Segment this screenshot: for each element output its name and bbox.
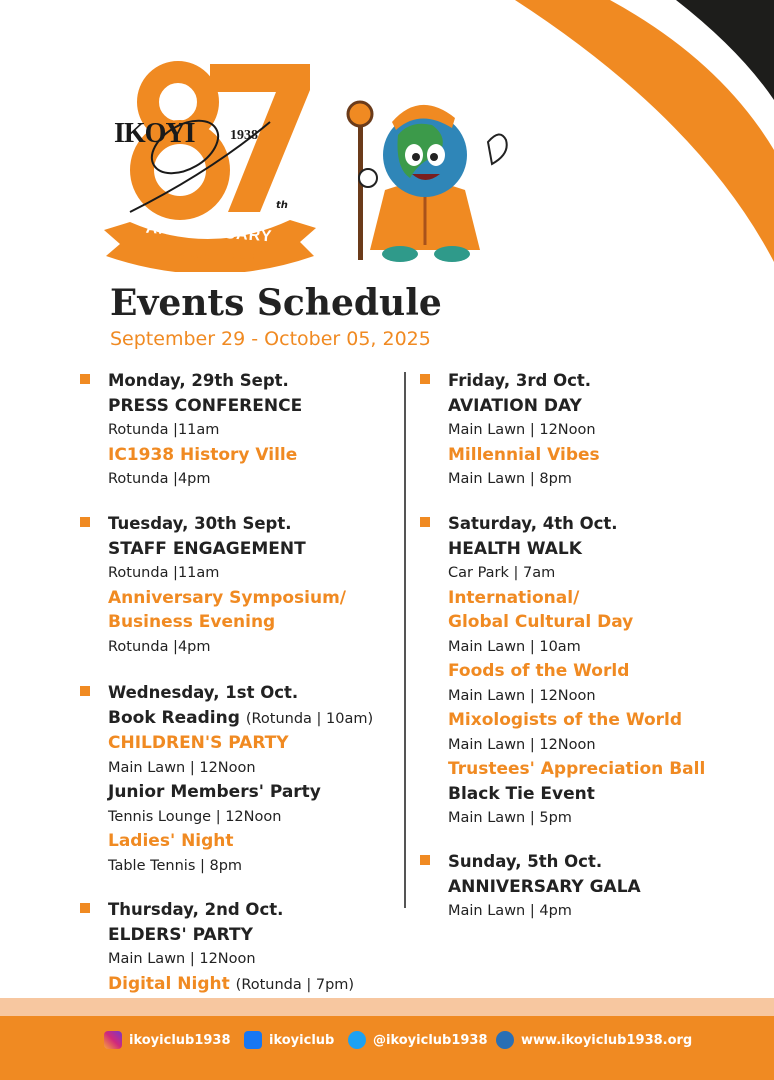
day-heading: Monday, 29th Sept. — [108, 371, 289, 390]
event-name-text: Digital Night — [108, 973, 230, 994]
globe-icon — [496, 1031, 514, 1049]
social-website[interactable] — [496, 1030, 692, 1050]
event-location: Tennis Lounge | 12Noon — [108, 808, 282, 825]
facebook-handle: ikoyiclub — [269, 1032, 335, 1048]
day-block-monday — [108, 369, 302, 492]
day-heading: Friday, 3rd Oct. — [448, 371, 592, 390]
event-name: Junior Members' Party — [108, 782, 321, 802]
event-name: Millennial Vibes — [448, 444, 600, 465]
event-name — [108, 706, 373, 732]
logo-year: 1938 — [230, 128, 258, 143]
page-title: Events Schedule — [110, 282, 442, 324]
event-name: International/ — [448, 587, 580, 608]
event-location: Main Lawn | 12Noon — [448, 736, 596, 753]
event-name: IC1938 History Ville — [108, 444, 298, 465]
globe-mascot — [340, 80, 520, 270]
social-facebook[interactable] — [244, 1030, 334, 1050]
event-inline-location: (Rotunda | 10am) — [245, 710, 374, 727]
bullet-marker — [80, 903, 90, 913]
logo-ribbon-text: ANNIVERSARY — [145, 219, 273, 246]
event-location: Main Lawn | 4pm — [448, 903, 572, 919]
bullet-marker — [80, 686, 90, 696]
event-name-text: Book Reading — [108, 707, 240, 728]
event-inline-location: (Rotunda | 7pm) — [235, 976, 355, 993]
event-location: Rotunda |11am — [108, 565, 220, 581]
event-location: Main Lawn | 12Noon — [448, 422, 596, 438]
day-heading: Saturday, 4th Oct. — [448, 514, 618, 533]
day-heading: Wednesday, 1st Oct. — [108, 683, 299, 702]
facebook-icon — [244, 1031, 262, 1049]
event-name: Mixologists of the World — [448, 710, 683, 730]
event-name: Ladies' Night — [108, 831, 234, 851]
event-name: Trustees' Appreciation Ball — [448, 759, 706, 779]
bullet-marker — [80, 374, 90, 384]
day-block-sunday — [448, 850, 641, 924]
day-heading: Tuesday, 30th Sept. — [108, 514, 292, 533]
event-location: Car Park | 7am — [448, 565, 556, 581]
bullet-marker — [420, 517, 430, 527]
social-twitter[interactable] — [348, 1030, 488, 1050]
event-location: Main Lawn | 12Noon — [108, 759, 256, 776]
day-block-tuesday — [108, 512, 346, 659]
event-name — [108, 972, 354, 998]
day-block-friday — [448, 369, 600, 492]
event-location: Table Tennis | 8pm — [108, 857, 243, 874]
event-location: Main Lawn | 12Noon — [108, 951, 256, 967]
bullet-marker — [80, 517, 90, 527]
day-block-saturday — [448, 512, 705, 831]
event-name: AVIATION DAY — [448, 395, 582, 416]
event-name: STAFF ENGAGEMENT — [108, 538, 306, 559]
anniversary-logo — [100, 52, 320, 272]
instagram-handle: ikoyiclub1938 — [129, 1032, 231, 1048]
date-range: September 29 - October 05, 2025 — [110, 328, 431, 350]
event-name: HEALTH WALK — [448, 538, 582, 559]
bullet-marker — [420, 374, 430, 384]
event-name: CHILDREN'S PARTY — [108, 733, 289, 753]
logo-ordinal: th — [276, 200, 288, 211]
event-location: Rotunda |4pm — [108, 638, 211, 655]
event-name: Anniversary Symposium/ — [108, 587, 347, 608]
logo-brand-text: IKOYI — [114, 118, 195, 149]
event-name: ANNIVERSARY GALA — [448, 876, 641, 897]
event-name: Foods of the World — [448, 661, 630, 681]
twitter-handle: @ikoyiclub1938 — [373, 1032, 488, 1048]
event-name: PRESS CONFERENCE — [108, 395, 303, 416]
event-location: Main Lawn | 8pm — [448, 471, 572, 487]
event-name: Black Tie Event — [448, 783, 595, 804]
day-block-wednesday — [108, 681, 373, 878]
column-divider — [404, 372, 406, 908]
day-heading: Thursday, 2nd Oct. — [108, 900, 284, 919]
event-location: Main Lawn | 12Noon — [448, 687, 596, 704]
logo-tagline: The World in One Club — [167, 252, 269, 261]
website-url: www.ikoyiclub1938.org — [521, 1032, 693, 1048]
footer-stripe — [0, 998, 774, 1016]
social-instagram[interactable] — [104, 1030, 231, 1050]
event-name: Business Evening — [108, 612, 276, 632]
event-name: ELDERS' PARTY — [108, 924, 253, 945]
event-location: Rotunda |11am — [108, 422, 220, 438]
event-location: Main Lawn | 5pm — [448, 810, 572, 826]
twitter-icon — [348, 1031, 366, 1049]
bullet-marker — [420, 855, 430, 865]
instagram-icon — [104, 1031, 122, 1049]
day-heading: Sunday, 5th Oct. — [448, 852, 603, 871]
event-location: Rotunda |4pm — [108, 471, 211, 487]
event-location: Main Lawn | 10am — [448, 638, 581, 655]
day-block-thursday — [108, 898, 354, 997]
event-name: Global Cultural Day — [448, 612, 634, 632]
